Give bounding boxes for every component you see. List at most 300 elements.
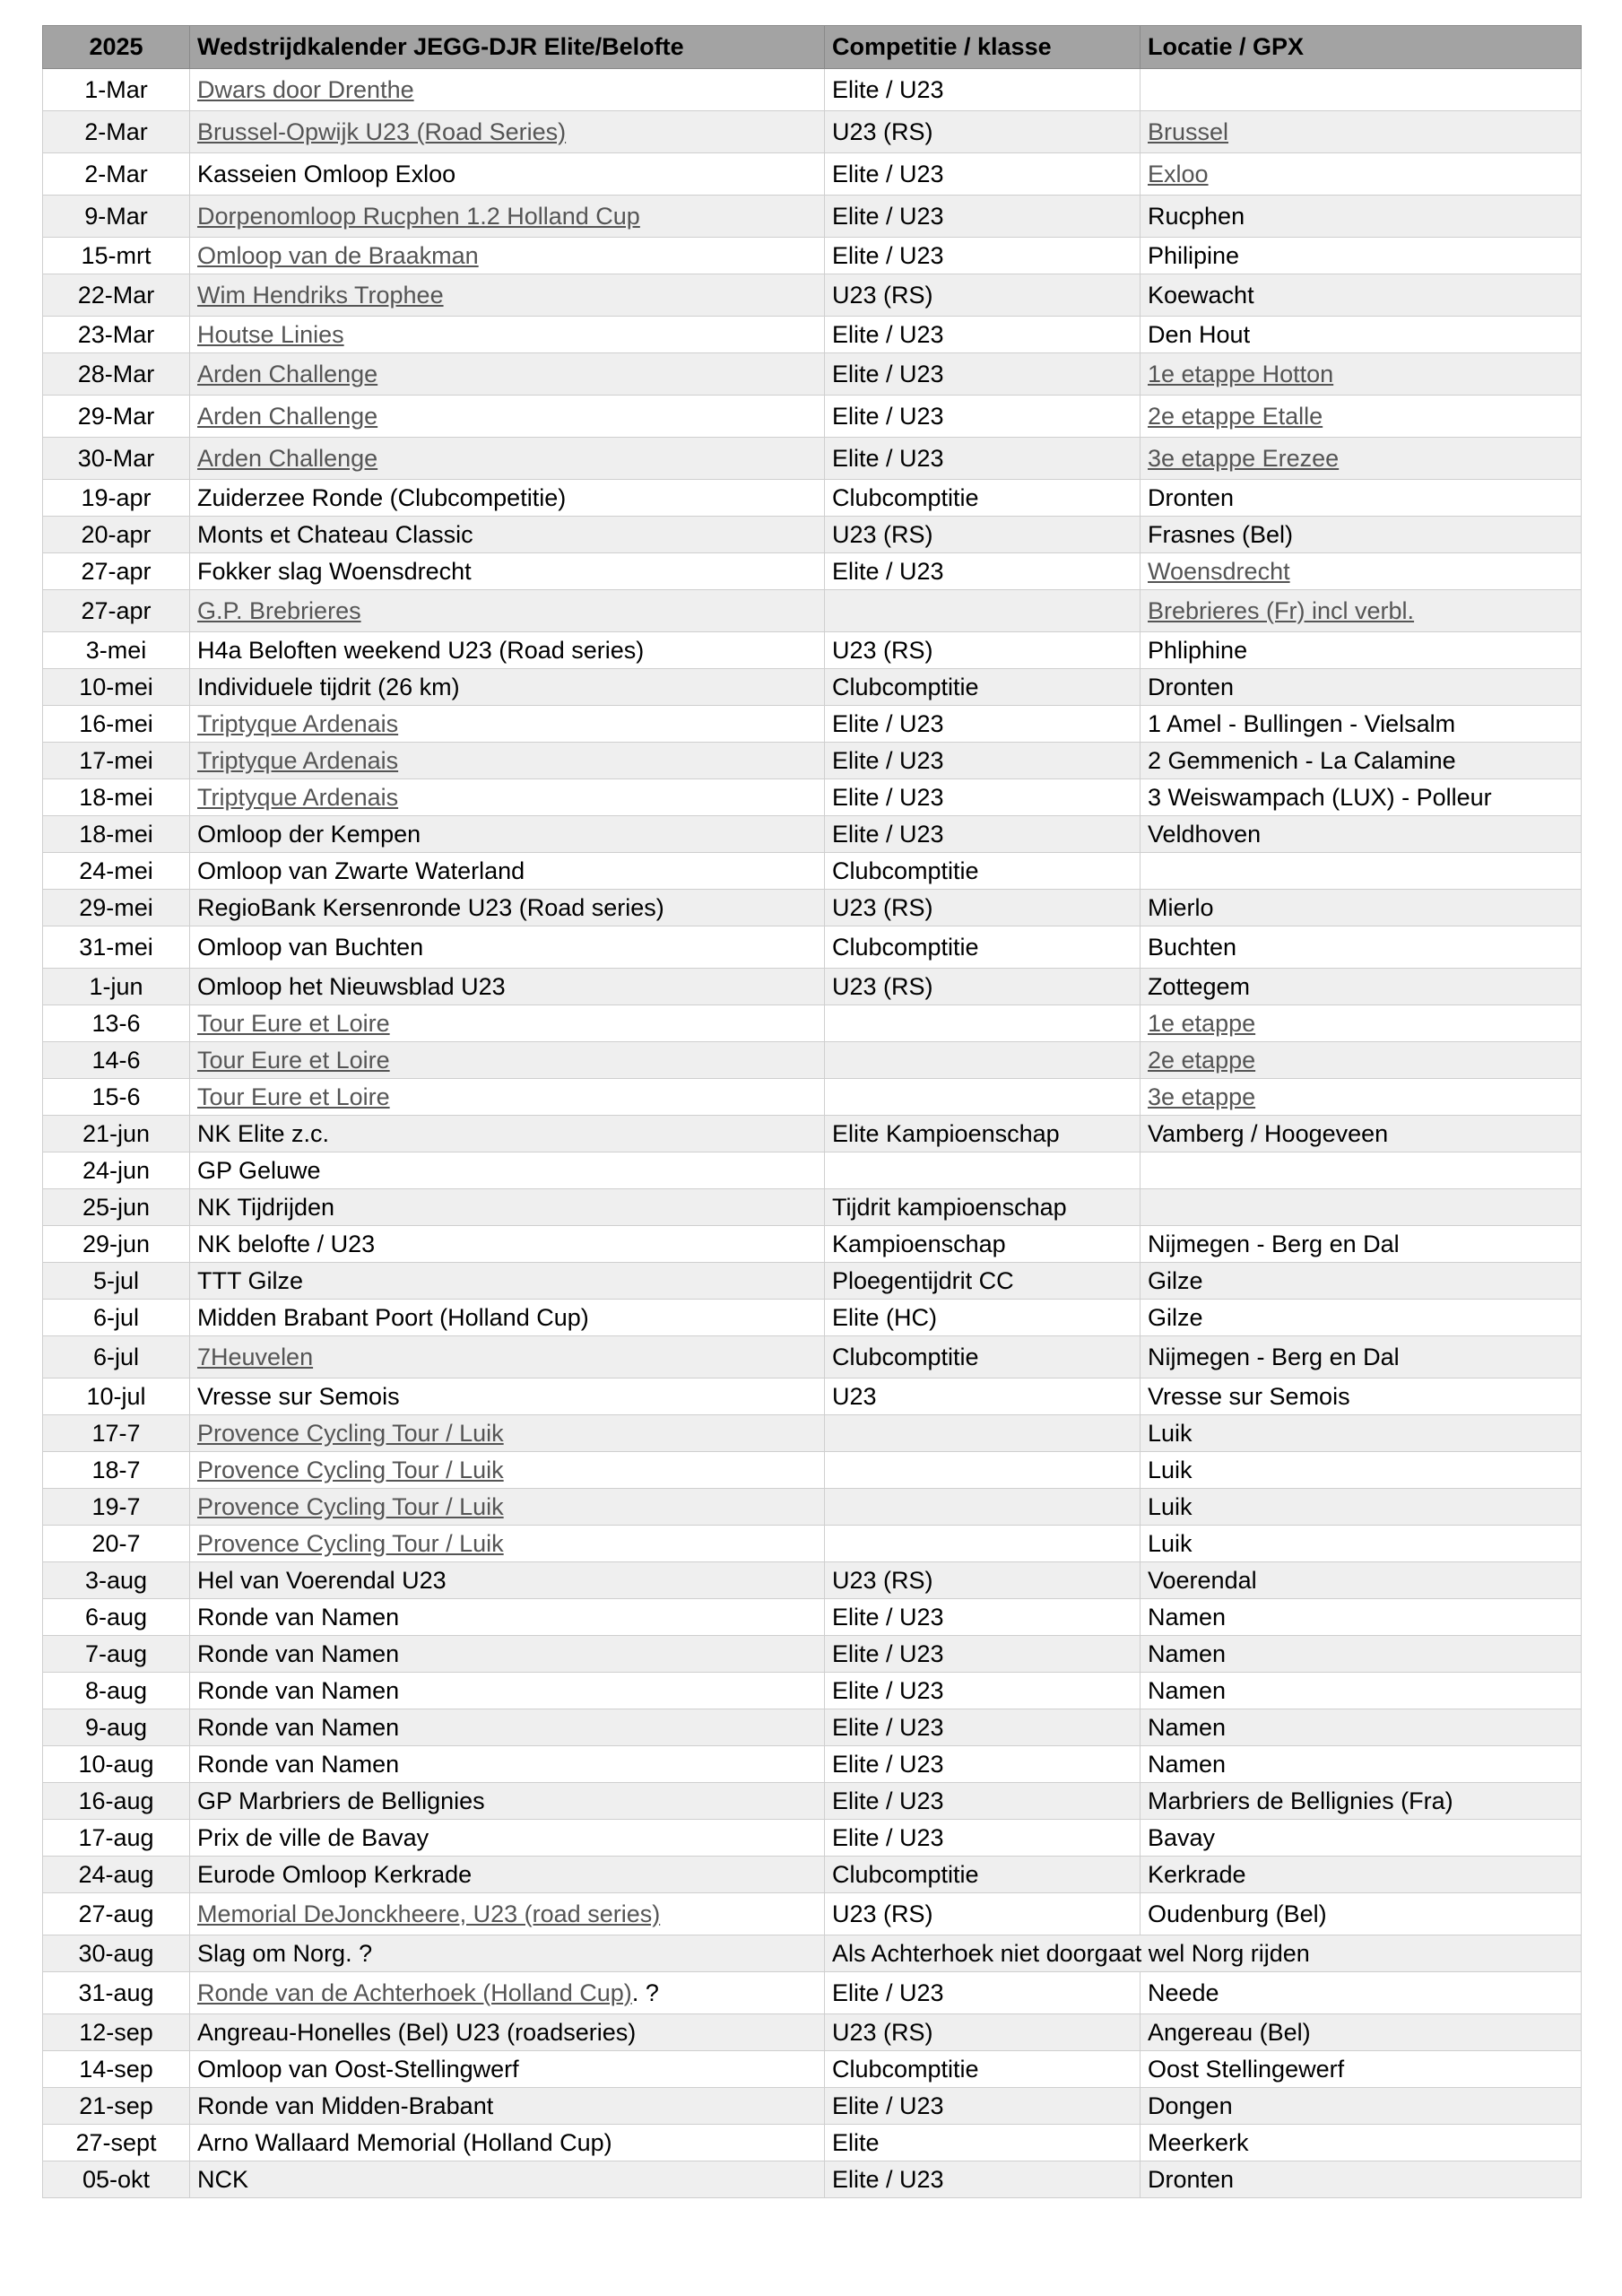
race-location-cell xyxy=(1141,706,1582,743)
table-row xyxy=(43,1152,1582,1189)
table-row xyxy=(43,1452,1582,1489)
race-location: Luik xyxy=(1148,1419,1193,1447)
race-location: Mierlo xyxy=(1148,893,1214,921)
table-row xyxy=(43,353,1582,396)
race-event-name: Ronde van Namen xyxy=(197,1639,400,1667)
race-class: Elite / U23 xyxy=(825,743,1141,779)
race-event-cell xyxy=(190,926,825,969)
race-event-name: Fokker slag Woensdrecht xyxy=(197,557,472,585)
race-location: Den Hout xyxy=(1148,320,1251,348)
race-date: 20-7 xyxy=(43,1526,190,1562)
race-location-cell xyxy=(1141,2088,1582,2125)
race-class: Elite / U23 xyxy=(825,153,1141,196)
race-event-link[interactable]: Triptyque Ardenais xyxy=(197,783,399,811)
race-class: Elite xyxy=(825,2125,1141,2161)
race-class: Elite / U23 xyxy=(825,1746,1141,1783)
race-class xyxy=(825,1152,1141,1189)
race-location: Luik xyxy=(1148,1529,1193,1557)
race-event-link[interactable]: Tour Eure et Loire xyxy=(197,1046,390,1074)
race-location: Marbriers de Bellignies (Fra) xyxy=(1148,1787,1453,1814)
race-location-cell xyxy=(1141,1378,1582,1415)
race-event-name: NCK xyxy=(197,2165,249,2193)
table-row xyxy=(43,2161,1582,2198)
table-row xyxy=(43,890,1582,926)
race-date: 12-sep xyxy=(43,2014,190,2051)
gpx-link[interactable]: Exloo xyxy=(1148,160,1209,187)
race-event-name: GP Marbriers de Bellignies xyxy=(197,1787,485,1814)
table-row xyxy=(43,1599,1582,1636)
race-location: Vamberg / Hoogeveen xyxy=(1148,1119,1389,1147)
table-row xyxy=(43,926,1582,969)
race-event-cell xyxy=(190,2161,825,2198)
gpx-link[interactable]: 3e etappe xyxy=(1148,1083,1256,1110)
race-event-link[interactable]: Provence Cycling Tour / Luik xyxy=(197,1456,504,1483)
race-date: 13-6 xyxy=(43,1005,190,1042)
race-event-name: TTT Gilze xyxy=(197,1266,304,1294)
table-row xyxy=(43,553,1582,590)
race-location: Voerendal xyxy=(1148,1566,1257,1594)
race-event-cell xyxy=(190,1226,825,1263)
race-location-cell xyxy=(1141,1636,1582,1673)
race-event-cell xyxy=(190,2051,825,2088)
race-date: 27-sept xyxy=(43,2125,190,2161)
race-class xyxy=(825,1489,1141,1526)
race-event-name: NK belofte / U23 xyxy=(197,1230,376,1257)
race-date: 28-Mar xyxy=(43,353,190,396)
race-event-name: Hel van Voerendal U23 xyxy=(197,1566,447,1594)
race-class xyxy=(825,1415,1141,1452)
race-event-link[interactable]: Triptyque Ardenais xyxy=(197,709,399,737)
race-event-name: Omloop der Kempen xyxy=(197,820,421,848)
race-event-link[interactable]: Dorpenomloop Rucphen 1.2 Holland Cup xyxy=(197,202,640,230)
race-event-cell[interactable] xyxy=(190,1415,825,1452)
race-location-cell xyxy=(1141,1152,1582,1189)
race-event-cell[interactable] xyxy=(190,779,825,816)
race-location-cell xyxy=(1141,1746,1582,1783)
gpx-link[interactable]: Woensdrecht xyxy=(1148,557,1290,585)
race-location-cell xyxy=(1141,632,1582,669)
race-date: 23-Mar xyxy=(43,317,190,353)
header-year: 2025 xyxy=(43,26,190,69)
race-event-cell[interactable] xyxy=(190,706,825,743)
race-class: Elite (HC) xyxy=(825,1300,1141,1336)
race-location-cell xyxy=(1141,1673,1582,1709)
race-date: 27-aug xyxy=(43,1893,190,1935)
race-location: Gilze xyxy=(1148,1303,1203,1331)
race-location: Luik xyxy=(1148,1492,1193,1520)
race-date: 27-apr xyxy=(43,590,190,632)
race-location-cell xyxy=(1141,1300,1582,1336)
table-row xyxy=(43,517,1582,553)
race-event-name: Kasseien Omloop Exloo xyxy=(197,160,456,187)
race-class: Elite / U23 xyxy=(825,1599,1141,1636)
race-date: 27-apr xyxy=(43,553,190,590)
race-class: Elite / U23 xyxy=(825,353,1141,396)
race-date: 2-Mar xyxy=(43,153,190,196)
table-row xyxy=(43,2014,1582,2051)
race-event-cell xyxy=(190,553,825,590)
calendar-body xyxy=(43,69,1582,2198)
race-event-cell xyxy=(190,1636,825,1673)
race-event-cell[interactable] xyxy=(190,1005,825,1042)
race-date: 31-aug xyxy=(43,1972,190,2014)
race-event-cell[interactable] xyxy=(190,1489,825,1526)
race-location: Meerkerk xyxy=(1148,2128,1249,2156)
race-location: Veldhoven xyxy=(1148,820,1262,848)
race-event-name: Individuele tijdrit (26 km) xyxy=(197,673,460,700)
table-row xyxy=(43,2051,1582,2088)
race-date: 19-apr xyxy=(43,480,190,517)
race-location: Frasnes (Bel) xyxy=(1148,520,1294,548)
table-row xyxy=(43,779,1582,816)
race-location-cell xyxy=(1141,926,1582,969)
race-event-cell xyxy=(190,2014,825,2051)
race-date: 29-Mar xyxy=(43,396,190,438)
race-class: Elite / U23 xyxy=(825,1709,1141,1746)
race-location-cell[interactable] xyxy=(1141,111,1582,153)
race-location-cell xyxy=(1141,1489,1582,1526)
race-event-cell xyxy=(190,1189,825,1226)
race-location-cell[interactable] xyxy=(1141,153,1582,196)
race-location-cell xyxy=(1141,1263,1582,1300)
gpx-link[interactable]: 2e etappe xyxy=(1148,1046,1256,1074)
race-location-cell xyxy=(1141,317,1582,353)
race-date: 29-jun xyxy=(43,1226,190,1263)
race-event-cell xyxy=(190,2088,825,2125)
race-location: Bavay xyxy=(1148,1823,1216,1851)
race-location: Zottegem xyxy=(1148,972,1251,1000)
race-class: Kampioenschap xyxy=(825,1226,1141,1263)
race-event-cell[interactable] xyxy=(190,590,825,632)
race-event-name: Ronde van Namen xyxy=(197,1676,400,1704)
table-row xyxy=(43,111,1582,153)
race-event-link[interactable]: Triptyque Ardenais xyxy=(197,746,399,774)
race-location-cell xyxy=(1141,743,1582,779)
race-date: 30-Mar xyxy=(43,438,190,480)
race-event-cell xyxy=(190,1378,825,1415)
race-event-cell xyxy=(190,1152,825,1189)
table-row xyxy=(43,969,1582,1005)
race-location-cell xyxy=(1141,890,1582,926)
race-class: Elite / U23 xyxy=(825,196,1141,238)
race-event-name: Zuiderzee Ronde (Clubcompetitie) xyxy=(197,483,567,511)
race-event-link[interactable]: Dwars door Drenthe xyxy=(197,75,414,103)
race-class xyxy=(825,590,1141,632)
race-event-cell[interactable] xyxy=(190,438,825,480)
gpx-link[interactable]: 2e etappe Etalle xyxy=(1148,402,1323,430)
race-event-name: Ronde van Midden-Brabant xyxy=(197,2092,494,2119)
race-location: Neede xyxy=(1148,1979,1219,2006)
race-date: 1-Mar xyxy=(43,69,190,111)
table-row xyxy=(43,274,1582,317)
race-event-name: NK Tijdrijden xyxy=(197,1193,335,1221)
race-date: 6-aug xyxy=(43,1599,190,1636)
table-row xyxy=(43,1042,1582,1079)
race-event-cell xyxy=(190,1300,825,1336)
race-class: Clubcomptitie xyxy=(825,926,1141,969)
table-row xyxy=(43,1562,1582,1599)
race-event-link[interactable]: Provence Cycling Tour / Luik xyxy=(197,1492,504,1520)
race-event-name: Midden Brabant Poort (Holland Cup) xyxy=(197,1303,589,1331)
race-event-link[interactable]: Tour Eure et Loire xyxy=(197,1009,390,1037)
race-event-cell xyxy=(190,153,825,196)
race-event-link[interactable]: Provence Cycling Tour / Luik xyxy=(197,1529,504,1557)
race-date: 18-7 xyxy=(43,1452,190,1489)
race-event-cell xyxy=(190,1709,825,1746)
table-row xyxy=(43,1746,1582,1783)
race-location: Koewacht xyxy=(1148,281,1254,309)
race-class: Clubcomptitie xyxy=(825,853,1141,890)
table-row xyxy=(43,1336,1582,1378)
race-event-cell xyxy=(190,669,825,706)
race-location-cell[interactable] xyxy=(1141,353,1582,396)
race-date: 19-7 xyxy=(43,1489,190,1526)
race-date: 17-mei xyxy=(43,743,190,779)
race-event-link[interactable]: Ronde van de Achterhoek (Holland Cup) xyxy=(197,1979,632,2006)
race-event-cell[interactable] xyxy=(190,111,825,153)
race-location-cell xyxy=(1141,1526,1582,1562)
race-class xyxy=(825,1042,1141,1079)
race-location-cell xyxy=(1141,1893,1582,1935)
race-event-cell xyxy=(190,1562,825,1599)
race-date: 21-jun xyxy=(43,1116,190,1152)
race-event-name: Slag om Norg. ? xyxy=(197,1939,373,1967)
race-location-cell xyxy=(1141,1972,1582,2014)
race-date: 8-aug xyxy=(43,1673,190,1709)
gpx-link[interactable]: Brebrieres (Fr) incl verbl. xyxy=(1148,596,1415,624)
table-row xyxy=(43,153,1582,196)
race-event-cell[interactable] xyxy=(190,1893,825,1935)
race-event-cell xyxy=(190,1783,825,1820)
race-date: 3-aug xyxy=(43,1562,190,1599)
race-event-cell[interactable] xyxy=(190,196,825,238)
race-date: 24-aug xyxy=(43,1857,190,1893)
table-row xyxy=(43,1526,1582,1562)
race-event-cell xyxy=(190,816,825,853)
race-date: 6-jul xyxy=(43,1336,190,1378)
race-location-cell xyxy=(1141,480,1582,517)
race-event-cell xyxy=(190,632,825,669)
race-location-cell[interactable] xyxy=(1141,396,1582,438)
race-date: 25-jun xyxy=(43,1189,190,1226)
race-location: Dongen xyxy=(1148,2092,1233,2119)
race-date: 20-apr xyxy=(43,517,190,553)
race-event-cell xyxy=(190,1263,825,1300)
table-row xyxy=(43,1972,1582,2014)
race-event-cell xyxy=(190,2125,825,2161)
race-date: 24-jun xyxy=(43,1152,190,1189)
race-event-link[interactable]: Arden Challenge xyxy=(197,360,378,387)
race-location-cell xyxy=(1141,69,1582,111)
race-event-cell[interactable] xyxy=(190,396,825,438)
race-event-link[interactable]: Arden Challenge xyxy=(197,402,378,430)
table-row xyxy=(43,69,1582,111)
race-event-cell xyxy=(190,1116,825,1152)
table-row xyxy=(43,1189,1582,1226)
race-event-cell xyxy=(190,1746,825,1783)
race-location: 2 Gemmenich - La Calamine xyxy=(1148,746,1456,774)
race-location: Nijmegen - Berg en Dal xyxy=(1148,1230,1400,1257)
race-location-cell xyxy=(1141,2125,1582,2161)
race-event-cell[interactable] xyxy=(190,1079,825,1116)
race-location-cell xyxy=(1141,2051,1582,2088)
race-location-cell xyxy=(1141,1599,1582,1636)
table-row xyxy=(43,1935,1582,1972)
race-class: Elite / U23 xyxy=(825,1972,1141,2014)
race-event-cell[interactable] xyxy=(190,1972,825,2014)
table-row xyxy=(43,632,1582,669)
race-event-cell xyxy=(190,853,825,890)
race-event-cell xyxy=(190,1857,825,1893)
header-row xyxy=(43,26,1582,69)
race-date: 17-7 xyxy=(43,1415,190,1452)
race-class: U23 (RS) xyxy=(825,2014,1141,2051)
race-date: 14-sep xyxy=(43,2051,190,2088)
table-row xyxy=(43,438,1582,480)
race-class xyxy=(825,1005,1141,1042)
race-date: 9-Mar xyxy=(43,196,190,238)
header-class: Competitie / klasse xyxy=(825,26,1141,69)
race-event-cell[interactable] xyxy=(190,69,825,111)
race-event-link[interactable]: G.P. Brebrieres xyxy=(197,596,361,624)
table-row xyxy=(43,743,1582,779)
race-event-cell xyxy=(190,1935,825,1972)
race-class: U23 (RS) xyxy=(825,890,1141,926)
race-class: U23 (RS) xyxy=(825,274,1141,317)
race-event-cell[interactable] xyxy=(190,1452,825,1489)
race-class: Ploegentijdrit CC xyxy=(825,1263,1141,1300)
race-event-link[interactable]: Arden Challenge xyxy=(197,444,378,472)
race-event-note: . ? xyxy=(631,1979,659,2006)
race-event-cell xyxy=(190,1673,825,1709)
race-class: Elite / U23 xyxy=(825,1636,1141,1673)
table-row xyxy=(43,1005,1582,1042)
race-location-cell[interactable] xyxy=(1141,553,1582,590)
table-row xyxy=(43,1820,1582,1857)
race-location-cell[interactable] xyxy=(1141,438,1582,480)
table-row xyxy=(43,317,1582,353)
race-event-cell xyxy=(190,969,825,1005)
race-event-link[interactable]: Houtse Linies xyxy=(197,320,344,348)
race-event-name: H4a Beloften weekend U23 (Road series) xyxy=(197,636,645,664)
race-event-cell[interactable] xyxy=(190,1042,825,1079)
table-row xyxy=(43,196,1582,238)
race-location: Oost Stellingewerf xyxy=(1148,2055,1345,2083)
race-event-cell[interactable] xyxy=(190,1526,825,1562)
race-class xyxy=(825,1079,1141,1116)
table-row xyxy=(43,1893,1582,1935)
table-row xyxy=(43,396,1582,438)
race-class: U23 (RS) xyxy=(825,1562,1141,1599)
race-location: Buchten xyxy=(1148,933,1237,961)
race-location-cell xyxy=(1141,969,1582,1005)
race-event-link[interactable]: Brussel-Opwijk U23 (Road Series) xyxy=(197,117,567,145)
race-event-name: Omloop van Oost-Stellingwerf xyxy=(197,2055,519,2083)
race-location-cell[interactable] xyxy=(1141,1079,1582,1116)
race-location: 3 Weiswampach (LUX) - Polleur xyxy=(1148,783,1492,811)
race-event-link[interactable]: Memorial DeJonckheere, U23 (road series) xyxy=(197,1900,661,1927)
race-date: 15-mrt xyxy=(43,238,190,274)
race-location-cell xyxy=(1141,1857,1582,1893)
race-location-cell xyxy=(1141,1226,1582,1263)
race-event-cell[interactable] xyxy=(190,1336,825,1378)
race-event-name: Ronde van Namen xyxy=(197,1750,400,1778)
table-row xyxy=(43,1300,1582,1336)
race-event-cell[interactable] xyxy=(190,353,825,396)
race-event-link[interactable]: Omloop van de Braakman xyxy=(197,241,479,269)
race-event-cell[interactable] xyxy=(190,317,825,353)
header-location: Locatie / GPX xyxy=(1141,26,1582,69)
race-location: Oudenburg (Bel) xyxy=(1148,1900,1327,1927)
race-event-cell[interactable] xyxy=(190,274,825,317)
race-event-link[interactable]: Tour Eure et Loire xyxy=(197,1083,390,1110)
gpx-link[interactable]: 3e etappe Erezee xyxy=(1148,444,1340,472)
header-event: Wedstrijdkalender JEGG-DJR Elite/Belofte xyxy=(190,26,825,69)
race-class: Elite Kampioenschap xyxy=(825,1116,1141,1152)
race-location: Namen xyxy=(1148,1676,1227,1704)
race-location-cell xyxy=(1141,2014,1582,2051)
table-row xyxy=(43,669,1582,706)
gpx-link[interactable]: 1e etappe xyxy=(1148,1009,1256,1037)
gpx-link[interactable]: Brussel xyxy=(1148,117,1229,145)
race-location: Nijmegen - Berg en Dal xyxy=(1148,1343,1400,1370)
race-event-cell[interactable] xyxy=(190,743,825,779)
gpx-link[interactable]: 1e etappe Hotton xyxy=(1148,360,1334,387)
race-location-cell xyxy=(1141,274,1582,317)
race-date: 31-mei xyxy=(43,926,190,969)
table-row xyxy=(43,590,1582,632)
race-class xyxy=(825,1526,1141,1562)
race-class: Clubcomptitie xyxy=(825,669,1141,706)
race-location-cell xyxy=(1141,779,1582,816)
race-event-name: Prix de ville de Bavay xyxy=(197,1823,429,1851)
race-event-link[interactable]: 7Heuvelen xyxy=(197,1343,314,1370)
race-class: Elite / U23 xyxy=(825,1820,1141,1857)
race-date: 5-jul xyxy=(43,1263,190,1300)
race-date: 24-mei xyxy=(43,853,190,890)
race-event-name: Angreau-Honelles (Bel) U23 (roadseries) xyxy=(197,2018,637,2046)
race-class: Elite / U23 xyxy=(825,438,1141,480)
race-class: Elite / U23 xyxy=(825,1673,1141,1709)
race-date: 05-okt xyxy=(43,2161,190,2198)
race-event-name: Monts et Chateau Classic xyxy=(197,520,473,548)
race-location-cell[interactable] xyxy=(1141,1005,1582,1042)
race-location-cell[interactable] xyxy=(1141,590,1582,632)
race-class: U23 xyxy=(825,1378,1141,1415)
race-location: Gilze xyxy=(1148,1266,1203,1294)
race-event-link[interactable]: Wim Hendriks Trophee xyxy=(197,281,444,309)
race-calendar-table xyxy=(42,25,1582,2198)
race-date: 21-sep xyxy=(43,2088,190,2125)
race-date: 15-6 xyxy=(43,1079,190,1116)
race-class: Elite / U23 xyxy=(825,779,1141,816)
table-row xyxy=(43,238,1582,274)
table-row xyxy=(43,1226,1582,1263)
race-event-link[interactable]: Provence Cycling Tour / Luik xyxy=(197,1419,504,1447)
table-row xyxy=(43,480,1582,517)
race-location-cell[interactable] xyxy=(1141,1042,1582,1079)
race-event-name: Omloop van Buchten xyxy=(197,933,424,961)
race-date: 14-6 xyxy=(43,1042,190,1079)
race-event-cell[interactable] xyxy=(190,238,825,274)
race-date: 10-mei xyxy=(43,669,190,706)
race-event-cell xyxy=(190,1820,825,1857)
race-location-cell xyxy=(1141,1562,1582,1599)
race-calendar-sheet xyxy=(42,25,1581,2198)
table-row xyxy=(43,1378,1582,1415)
race-date: 29-mei xyxy=(43,890,190,926)
table-row xyxy=(43,1079,1582,1116)
